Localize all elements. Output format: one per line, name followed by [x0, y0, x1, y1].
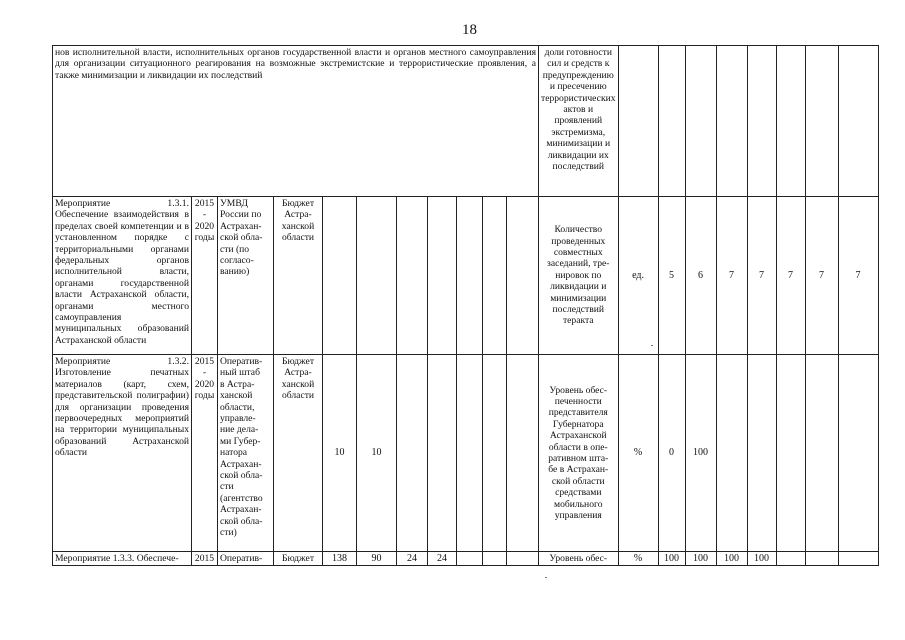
target-value-cell: 7 [805, 197, 838, 355]
program-table [52, 45, 879, 566]
target-value-cell: 7 [716, 197, 747, 355]
finance-cell: 24 [428, 552, 457, 566]
funding-source-cell: Бюджет [274, 552, 323, 566]
finance-cell [483, 355, 507, 552]
finance-cell [357, 197, 397, 355]
finance-cell [428, 197, 457, 355]
target-value-cell: 100 [685, 552, 716, 566]
measure-text: Мероприятие 1.3.3. Обеспече- [53, 552, 192, 566]
finance-cell [397, 197, 428, 355]
continuation-row [53, 46, 879, 197]
finance-cell [457, 355, 483, 552]
finance-cell [457, 552, 483, 566]
target-value-cell: 0 [658, 355, 685, 552]
measure-text: Мероприятие 1.3.1. Обеспечение взаимодействия в пределах своей компетенции и в установленном порядке с территориальными органами федеральных органов исполнительной власти, органами государственной власти Астраханской области, органами местного самоуправления муниципальных образований Астраханской области [53, 197, 192, 355]
period-cell: 2015 [192, 552, 218, 566]
target-value-cell: 100 [716, 552, 747, 566]
executor-cell: Оператив- ный штаб в Астра- ханской области, управле- ние дела- ми Губер- натора Астрахан- ской обла- сти (агентство Астрахан- ской обла- сти) [218, 355, 274, 552]
table-row [53, 552, 879, 566]
indicator-cell: Уровень обес- [539, 552, 619, 566]
finance-cell [507, 552, 539, 566]
funding-source-cell: Бюджет Астра- ханской области [274, 355, 323, 552]
page-number: 18 [462, 22, 477, 38]
finance-cell [428, 355, 457, 552]
period-cell: 2015 - 2020 годы [192, 197, 218, 355]
unit-cell: % [618, 552, 658, 566]
finance-cell: 90 [357, 552, 397, 566]
target-value-cell: 7 [776, 197, 805, 355]
target-value-cell [776, 355, 805, 552]
target-value-cell: 5 [658, 197, 685, 355]
finance-cell [323, 197, 357, 355]
target-value-cell [838, 355, 878, 552]
target-value-cell: 100 [747, 552, 776, 566]
target-value-cell [838, 552, 878, 566]
finance-cell [507, 197, 539, 355]
program-table-sheet [52, 45, 879, 566]
executor-cell: УМВД России по Астрахан- ской обла- сти (по согласо- ванию) [218, 197, 274, 355]
target-value-cell: 100 [685, 355, 716, 552]
finance-cell: 138 [323, 552, 357, 566]
finance-cell [507, 355, 539, 552]
indicator-cell: Количество проведенных совместных заседаний, тре- нировок по ликвидации и минимизации последствий теракта [539, 197, 619, 355]
task-continuation-text: нов исполнительной власти, исполнительных органов государственной власти и органов местного самоуправления для организации ситуационного реагирования на возможные экстремистские и террористические проявления, а также минимизации и ликвидации их последствий [53, 46, 539, 197]
table-row [53, 355, 879, 552]
target-value-cell [716, 355, 747, 552]
target-value-cell: 6 [685, 197, 716, 355]
finance-cell [483, 197, 507, 355]
finance-cell [483, 552, 507, 566]
target-value-cell: 7 [838, 197, 878, 355]
task-indicator-text: доли готовности сил и средств к предупреждению и пресечению террористических актов и проявлений экстремизма, минимизации и ликвидации их последствий [539, 46, 619, 197]
finance-cell [397, 355, 428, 552]
finance-cell [457, 197, 483, 355]
target-value-cell: 7 [747, 197, 776, 355]
scan-speck [545, 577, 547, 578]
funding-source-cell: Бюджет Астра- ханской области [274, 197, 323, 355]
table-row [53, 197, 879, 355]
finance-cell: 24 [397, 552, 428, 566]
finance-cell: 10 [323, 355, 357, 552]
indicator-cell: Уровень обес- печенности представителя Губернатора Астраханской области в опе- ративном шта- бе в Астрахан- ской области средствами мобильного управления [539, 355, 619, 552]
unit-cell: ед. [618, 197, 658, 355]
target-value-cell [805, 355, 838, 552]
target-value-cell [776, 552, 805, 566]
target-value-cell [805, 552, 838, 566]
target-value-cell [747, 355, 776, 552]
unit-cell: % [618, 355, 658, 552]
finance-cell: 10 [357, 355, 397, 552]
measure-text: Мероприятие 1.3.2. Изготовление печатных материалов (карт, схем, представительской полиграфии) для организации проведения первоочередных мероприятий на территории муниципальных образований Астраханской области [53, 355, 192, 552]
executor-cell: Оператив- [218, 552, 274, 566]
period-cell: 2015 - 2020 годы [192, 355, 218, 552]
target-value-cell: 100 [658, 552, 685, 566]
scan-speck [651, 345, 653, 346]
